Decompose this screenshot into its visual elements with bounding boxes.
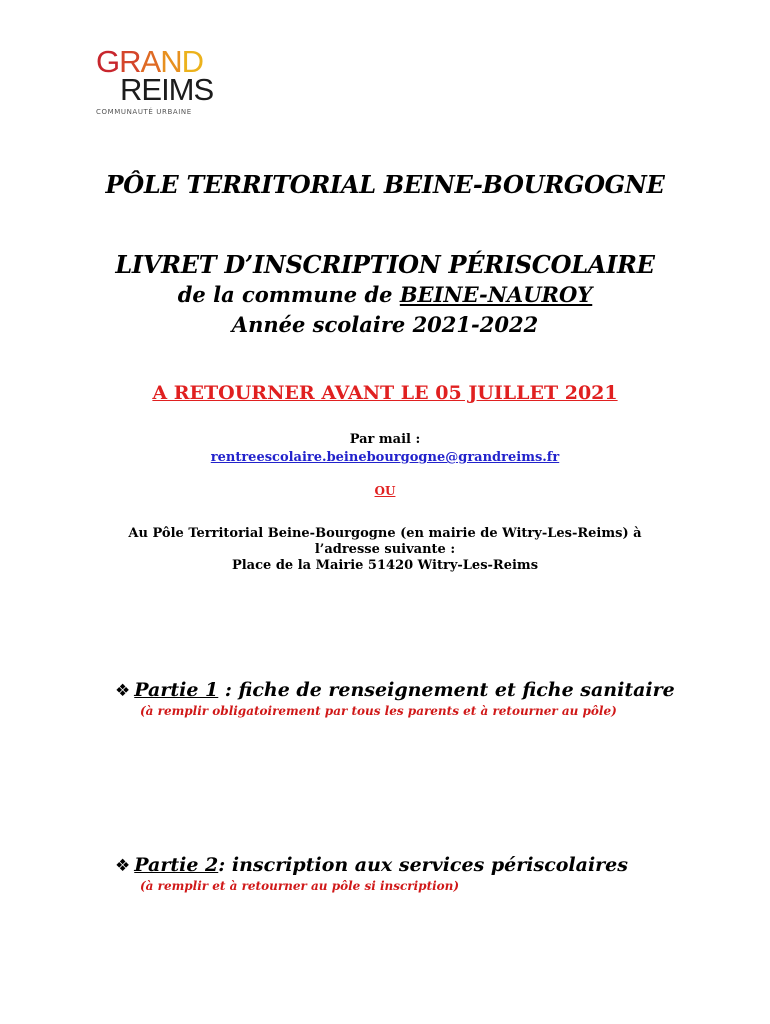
address-line: Au Pôle Territorial Beine-Bourgogne (en mairie de Witry-Les-Reims) à — [128, 526, 642, 541]
logo-letter: D — [181, 44, 203, 79]
diamond-bullet-icon: ❖ — [115, 681, 131, 701]
logo-letter: N — [160, 44, 182, 79]
commune-name: BEINE-NAUROY — [399, 282, 593, 307]
address-line: Place de la Mairie 51420 Witry-Les-Reims — [231, 558, 539, 573]
email-link[interactable]: rentreescolaire.beinebourgogne@grandreims.fr — [210, 450, 560, 465]
part-2-name: Partie 2 — [134, 854, 219, 876]
part-1-title: : fiche de renseignement et fiche sanitaire — [218, 679, 675, 701]
school-year: Année scolaire 2021-2022 — [231, 312, 539, 337]
commune-prefix: de la commune de — [177, 282, 400, 307]
part-1-note: (à remplir obligatoirement par tous les parents et à retourner au pôle) — [140, 704, 617, 718]
return-deadline: A RETOURNER AVANT LE 05 JUILLET 2021 — [152, 382, 618, 404]
pole-title: PÔLE TERRITORIAL BEINE-BOURGOGNE — [105, 170, 665, 199]
part-1-heading — [115, 679, 675, 701]
address-line: l’adresse suivante : — [314, 542, 456, 557]
part-1-name: Partie 1 — [134, 679, 219, 701]
diamond-bullet-icon: ❖ — [115, 856, 131, 876]
logo-subtitle: COMMUNAUTÉ URBAINE — [96, 108, 192, 116]
part-2-title: : inscription aux services périscolaires — [218, 854, 628, 876]
livret-title: LIVRET D’INSCRIPTION PÉRISCOLAIRE — [115, 250, 655, 279]
logo-letter: R — [119, 44, 141, 79]
part-2-heading — [115, 854, 628, 876]
or-separator: OU — [374, 484, 396, 498]
logo-reims-word: REIMS — [120, 72, 214, 107]
part-2-note: (à remplir et à retourner au pôle si inscription) — [140, 879, 460, 893]
logo-letter: A — [140, 44, 161, 79]
commune-line — [0, 282, 770, 307]
logo-letter: G — [96, 44, 120, 79]
by-mail-label: Par mail : — [349, 432, 421, 447]
grand-reims-logo — [92, 46, 228, 126]
